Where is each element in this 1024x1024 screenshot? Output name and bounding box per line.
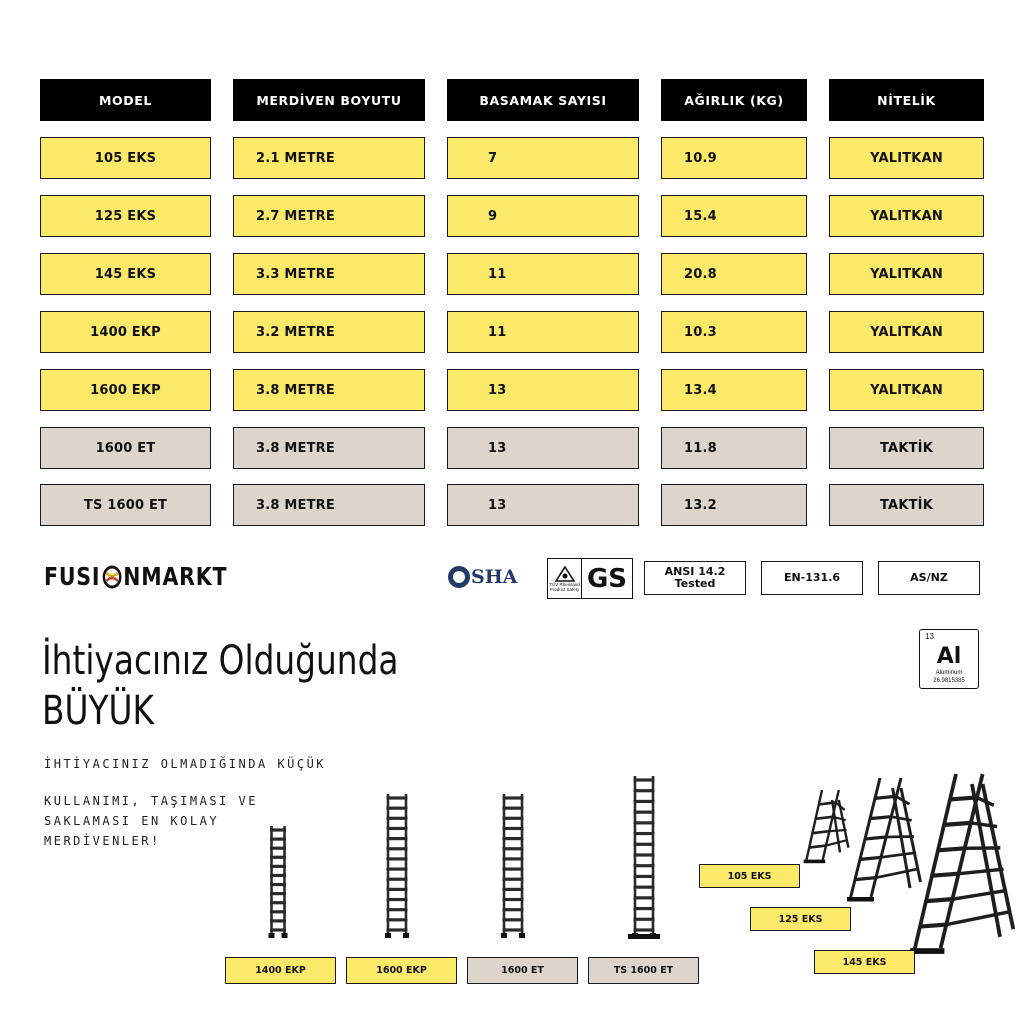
cell-feature: TAKTİK [829, 427, 984, 469]
label-125-eks: 125 EKS [750, 907, 851, 931]
asnz-badge: AS/NZ [878, 561, 980, 595]
ladder-1400-ekp-icon [269, 826, 288, 938]
cell-feature: YALITKAN [829, 311, 984, 353]
ansi-badge: ANSI 14.2 Tested [644, 561, 746, 595]
cell-model: TS 1600 ET [40, 484, 211, 526]
header-model: MODEL [40, 79, 211, 121]
cell-model: 1600 ET [40, 427, 211, 469]
cell-steps: 13 [447, 369, 639, 411]
cell-size: 3.3 METRE [233, 253, 425, 295]
cell-model: 1600 EKP [40, 369, 211, 411]
cell-size: 2.1 METRE [233, 137, 425, 179]
cell-size: 2.7 METRE [233, 195, 425, 237]
cell-steps: 7 [447, 137, 639, 179]
gs-mark: GS [586, 563, 628, 594]
element-weight: 26.9815385 [933, 678, 965, 684]
ladder-145-eks-icon [910, 774, 1013, 954]
cell-feature: YALITKAN [829, 369, 984, 411]
ladder-105-eks-icon [804, 790, 849, 863]
headline-line1: İhtiyacınız Olduğunda [42, 638, 399, 684]
ladder-1600-et-icon [501, 794, 525, 938]
cell-steps: 9 [447, 195, 639, 237]
label-145-eks: 145 EKS [814, 950, 915, 974]
cell-steps: 13 [447, 484, 639, 526]
cell-weight: 15.4 [661, 195, 807, 237]
cell-steps: 11 [447, 253, 639, 295]
cell-model: 125 EKS [40, 195, 211, 237]
cell-model: 105 EKS [40, 137, 211, 179]
label-1600-ekp: 1600 EKP [346, 957, 457, 984]
ladder-1600-ekp-icon [385, 794, 409, 938]
cell-size: 3.8 METRE [233, 369, 425, 411]
brand-suffix: NMARKT [123, 562, 228, 591]
element-symbol: Al [936, 644, 962, 669]
osha-text: SHA [471, 566, 518, 588]
cell-model: 145 EKS [40, 253, 211, 295]
label-ts-1600-et: TS 1600 ET [588, 957, 699, 984]
label-1400-ekp: 1400 EKP [225, 957, 336, 984]
cell-steps: 11 [447, 311, 639, 353]
cell-weight: 11.8 [661, 427, 807, 469]
header-feature: NİTELİK [829, 79, 984, 121]
cell-weight: 20.8 [661, 253, 807, 295]
cell-feature: YALITKAN [829, 137, 984, 179]
cell-feature: YALITKAN [829, 195, 984, 237]
cell-feature: YALITKAN [829, 253, 984, 295]
cell-weight: 10.3 [661, 311, 807, 353]
body-line-2: SAKLAMASI EN KOLAY [44, 814, 220, 828]
subheadline: İHTİYACINIZ OLMADIĞINDA KÜÇÜK [44, 757, 327, 771]
header-weight: AĞIRLIK (KG) [661, 79, 807, 121]
en131-badge: EN-131.6 [761, 561, 863, 595]
label-1600-et: 1600 ET [467, 957, 578, 984]
element-name: Aluminum [935, 670, 963, 676]
cell-model: 1400 EKP [40, 311, 211, 353]
headline-line2: BÜYÜK [42, 688, 155, 734]
tuv-text: TÜV Rheinland Product Safety [549, 581, 580, 592]
body-line-1: KULLANIMI, TAŞIMASI VE [44, 794, 258, 808]
cell-size: 3.8 METRE [233, 427, 425, 469]
element-number: 13 [925, 632, 934, 641]
ladder-125-eks-icon [847, 778, 921, 902]
brand-prefix: FUSI [44, 562, 101, 591]
cell-weight: 13.2 [661, 484, 807, 526]
cell-steps: 13 [447, 427, 639, 469]
label-105-eks: 105 EKS [699, 864, 800, 888]
cell-weight: 10.9 [661, 137, 807, 179]
cell-feature: TAKTİK [829, 484, 984, 526]
header-size: MERDİVEN BOYUTU [233, 79, 425, 121]
cell-weight: 13.4 [661, 369, 807, 411]
header-steps: BASAMAK SAYISI [447, 79, 639, 121]
cell-size: 3.2 METRE [233, 311, 425, 353]
ladder-ts-1600-et-icon [632, 776, 656, 938]
cell-size: 3.8 METRE [233, 484, 425, 526]
body-line-3: MERDİVENLER! [44, 834, 161, 848]
ladder-ts-1600-et-base [628, 934, 660, 939]
